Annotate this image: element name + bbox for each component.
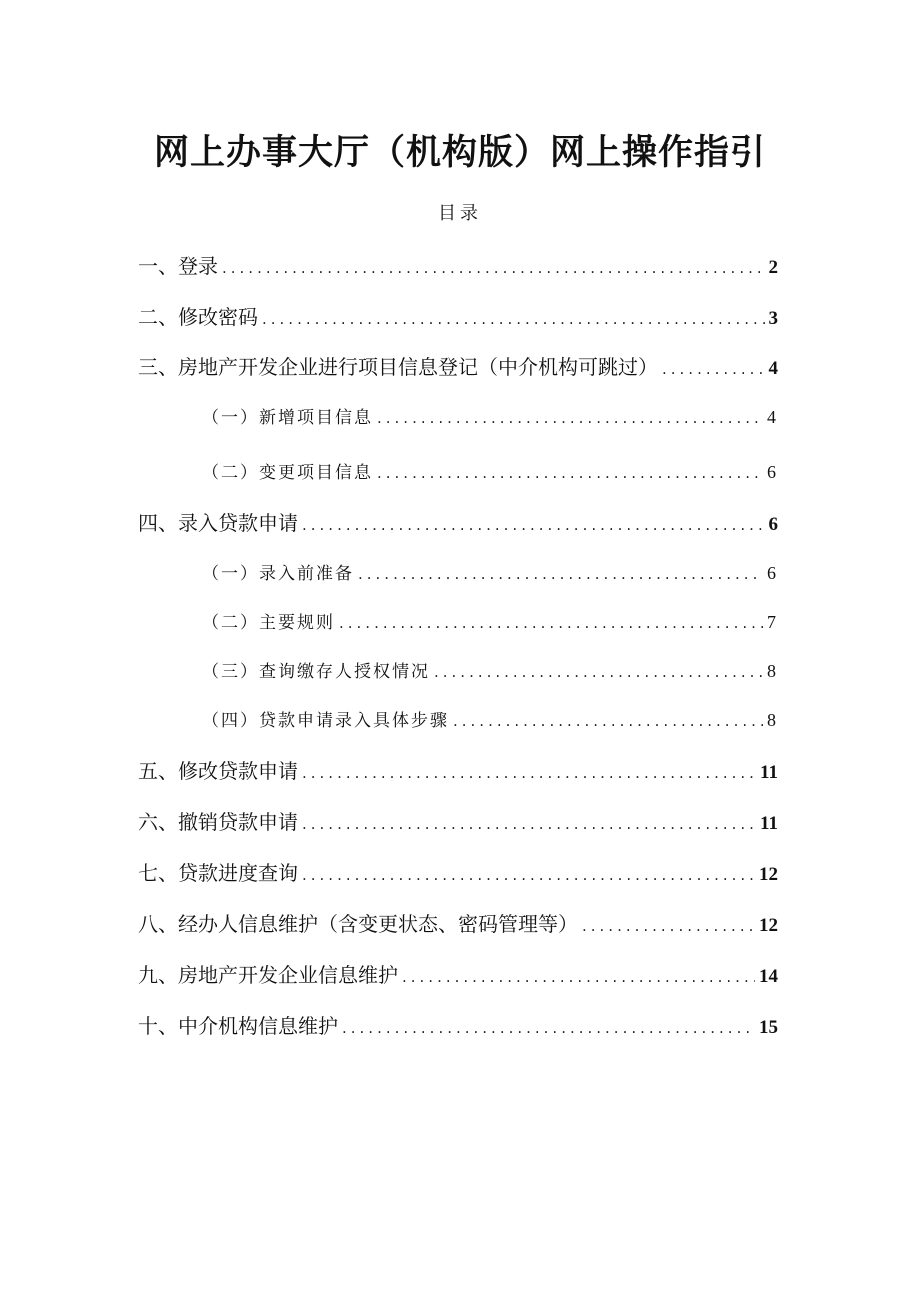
toc-entry-label: 六、撤销贷款申请 <box>138 810 298 834</box>
toc-entry-label: （一）录入前准备 <box>202 564 354 584</box>
toc-entry-label: 三、房地产开发企业进行项目信息登记（中介机构可跳过） <box>138 355 658 379</box>
toc-entry-label: （一）新增项目信息 <box>202 408 373 428</box>
toc-page-number: 14 <box>759 966 778 987</box>
toc-entry-agency-maintenance[interactable] <box>138 1011 778 1041</box>
toc-entry-authorization-query[interactable] <box>202 656 778 686</box>
toc-entry-main-rules[interactable] <box>202 607 778 637</box>
toc-page-number: 6 <box>768 514 778 535</box>
toc-page-number: 6 <box>767 462 778 482</box>
toc-entry-label: 四、录入贷款申请 <box>138 511 298 535</box>
toc-page-number: 6 <box>767 563 778 583</box>
toc-entry-change-password[interactable] <box>138 302 778 332</box>
toc-dot-leader <box>302 809 756 839</box>
toc-dot-leader <box>434 657 763 687</box>
toc-page-number: 12 <box>759 864 778 885</box>
toc-entry-add-project[interactable] <box>202 402 778 432</box>
toc-entry-label: 一、登录 <box>138 254 218 278</box>
toc-entry-label: （三）查询缴存人授权情况 <box>202 662 430 682</box>
toc-dot-leader <box>402 962 755 992</box>
toc-page-number: 8 <box>767 710 778 730</box>
toc-entry-modify-project[interactable] <box>202 457 778 487</box>
toc-dot-leader <box>302 860 755 890</box>
toc-entry-label: 十、中介机构信息维护 <box>138 1014 338 1038</box>
toc-page-number: 11 <box>760 762 778 783</box>
toc-dot-leader <box>377 403 763 433</box>
toc-entry-label: 五、修改贷款申请 <box>138 759 298 783</box>
toc-page-number: 4 <box>767 407 778 427</box>
toc-entry-label: （二）主要规则 <box>202 613 335 633</box>
toc-page-number: 15 <box>759 1017 778 1038</box>
page-title: 网上办事大厅（机构版）网上操作指引 <box>153 133 766 173</box>
toc-dot-leader <box>662 354 765 384</box>
toc-entry-cancel-loan-application[interactable] <box>138 807 778 837</box>
toc-entry-login[interactable] <box>138 251 778 281</box>
toc-entry-modify-loan-application[interactable] <box>138 756 778 786</box>
toc-page-number: 7 <box>767 612 778 632</box>
toc-page-number: 11 <box>760 813 778 834</box>
toc-entry-loan-progress-query[interactable] <box>138 858 778 888</box>
toc-page-number: 8 <box>767 661 778 681</box>
toc-dot-leader <box>342 1013 755 1043</box>
toc-entry-label: （二）变更项目信息 <box>202 463 373 483</box>
toc-entry-enter-loan-application[interactable] <box>138 508 778 538</box>
toc-entry-preparation[interactable] <box>202 558 778 588</box>
toc-dot-leader <box>453 706 763 736</box>
toc-dot-leader <box>358 559 763 589</box>
toc-dot-leader <box>582 911 755 941</box>
toc-dot-leader <box>222 253 765 283</box>
toc-entry-label: 二、修改密码 <box>138 305 258 329</box>
toc-dot-leader <box>302 758 756 788</box>
toc-dot-leader <box>302 510 765 540</box>
toc-entry-operator-maintenance[interactable] <box>138 909 778 939</box>
toc-entry-label: 七、贷款进度查询 <box>138 861 298 885</box>
toc-entry-label: 九、房地产开发企业信息维护 <box>138 963 398 987</box>
toc-dot-leader <box>377 458 763 488</box>
toc-entry-developer-maintenance[interactable] <box>138 960 778 990</box>
toc-page-number: 12 <box>759 915 778 936</box>
toc-entry-label: （四）贷款申请录入具体步骤 <box>202 711 449 731</box>
toc-page-number: 4 <box>768 358 778 379</box>
toc-dot-leader <box>339 608 763 638</box>
toc-dot-leader <box>262 304 765 334</box>
toc-entry-entry-steps[interactable] <box>202 705 778 735</box>
toc-page-number: 2 <box>768 257 778 278</box>
toc-entry-label: 八、经办人信息维护（含变更状态、密码管理等） <box>138 912 578 936</box>
toc-entry-project-registration[interactable] <box>138 352 778 382</box>
toc-heading: 目录 <box>438 203 482 224</box>
toc-page-number: 3 <box>768 308 778 329</box>
